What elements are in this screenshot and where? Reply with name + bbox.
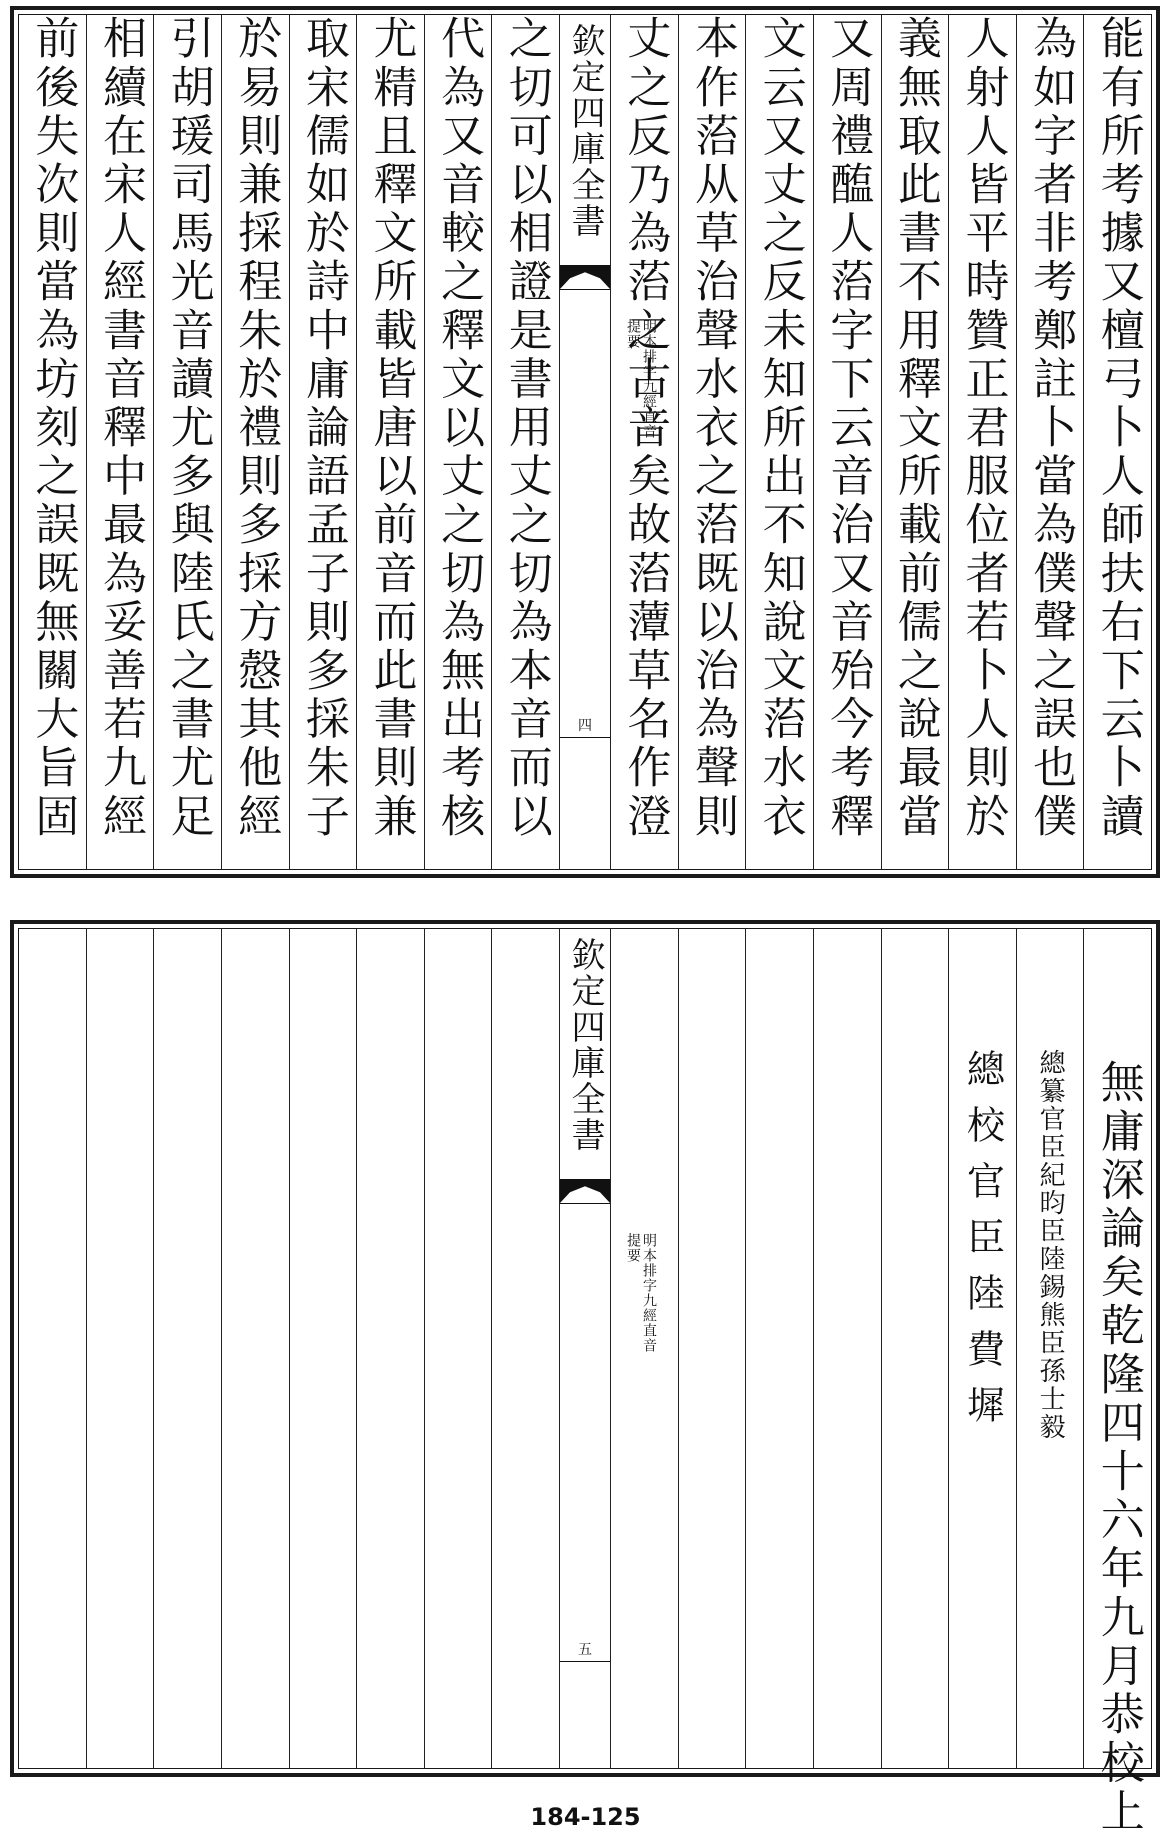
- center-title: 欽定四庫全書: [565, 23, 605, 239]
- column-text: 無庸深論矣乾隆四十六年九月恭校上: [1092, 1059, 1144, 1837]
- center-title: 欽定四庫全書: [565, 937, 605, 1153]
- column-text: 之切可以相證是書用丈之切為本音而以: [500, 15, 552, 842]
- column-text: 文云又丈之反未知所出不知說文菭水衣: [754, 15, 806, 842]
- text-column: [1083, 15, 1151, 869]
- empty-column: [813, 929, 881, 1768]
- page-number: 四: [578, 718, 592, 734]
- fishtail-rule: [560, 1181, 610, 1204]
- column-text: 前後失次則當為坊刻之誤既無關大旨固: [27, 15, 79, 842]
- subtitle-book-name: 明本排字九經直音: [641, 319, 657, 439]
- text-column: [1083, 929, 1151, 1837]
- footer-page-code: 184-125: [530, 1803, 641, 1831]
- page-number-rule: [560, 737, 610, 738]
- page-number: 五: [578, 1642, 592, 1658]
- page-number-rule: [560, 1661, 610, 1662]
- text-column: [948, 15, 1016, 869]
- empty-column: [745, 929, 813, 1768]
- column-text: 於易則兼採程朱於禮則多採方慤其他經: [230, 15, 282, 842]
- empty-column: [153, 929, 221, 1768]
- column-text: 義無取此書不用釋文所載前儒之說最當: [889, 15, 941, 842]
- column-text: 本作菭从草治聲水衣之菭既以治為聲則: [686, 15, 738, 842]
- empty-column: [19, 929, 86, 1768]
- empty-column: [86, 929, 154, 1768]
- text-column: [19, 15, 86, 869]
- column-text: 丈之反乃為菭之古音矣故菭藫草名作澄: [619, 15, 671, 842]
- text-column: [678, 15, 746, 869]
- text-column: [153, 15, 221, 869]
- center-fold: [559, 929, 657, 1768]
- top-columns: [19, 15, 1151, 869]
- top-page: [10, 6, 1160, 878]
- text-column: [881, 15, 949, 869]
- column-text: 相續在宋人經書音釋中最為妥善若九經: [94, 15, 146, 842]
- text-column: [289, 15, 357, 869]
- subtitle-section: 提要: [625, 319, 641, 349]
- subtitle-section: 提要: [625, 1233, 641, 1263]
- subtitle-book-name: 明本排字九經直音: [641, 1233, 657, 1353]
- signature-column: [1016, 929, 1084, 1768]
- text-column: [86, 15, 154, 869]
- column-text: 又周禮醢人菭字下云音治又音殆今考釋: [822, 15, 874, 842]
- text-column: [356, 15, 424, 869]
- column-text: 引胡瑗司馬光音讀尤多與陸氏之書尤足: [162, 15, 214, 842]
- empty-column: [221, 929, 289, 1768]
- empty-column: [881, 929, 949, 1768]
- column-text: 人射人皆平時贊正君服位者若卜人則於: [957, 15, 1009, 842]
- column-text: 總纂官臣紀昀臣陸錫熊臣孫士毅: [1035, 1049, 1066, 1441]
- empty-column: [356, 929, 424, 1768]
- empty-column: [611, 929, 678, 1768]
- column-text: 總校官臣陸費墀: [960, 1049, 1005, 1441]
- empty-column: [289, 929, 357, 1768]
- empty-column: [424, 929, 492, 1768]
- signature-column: [948, 929, 1016, 1768]
- text-column: [221, 15, 289, 869]
- column-text: 尤精且釋文所載皆唐以前音而此書則兼: [365, 15, 417, 842]
- text-column: [424, 15, 492, 869]
- text-column: [611, 15, 678, 869]
- column-text: 取宋儒如於詩中庸論語孟子則多採朱子: [297, 15, 349, 842]
- text-column: [1016, 15, 1084, 869]
- column-text: 能有所考據又檀弓卜人師扶右下云卜讀: [1092, 15, 1144, 842]
- empty-column: [678, 929, 746, 1768]
- column-text: 代為又音較之釋文以丈之切為無出考核: [433, 15, 485, 842]
- text-column: [745, 15, 813, 869]
- text-column: [491, 15, 559, 869]
- text-column: [813, 15, 881, 869]
- column-text: 為如字者非考鄭註卜當為僕聲之誤也僕: [1025, 15, 1077, 842]
- fishtail-rule: [560, 267, 610, 290]
